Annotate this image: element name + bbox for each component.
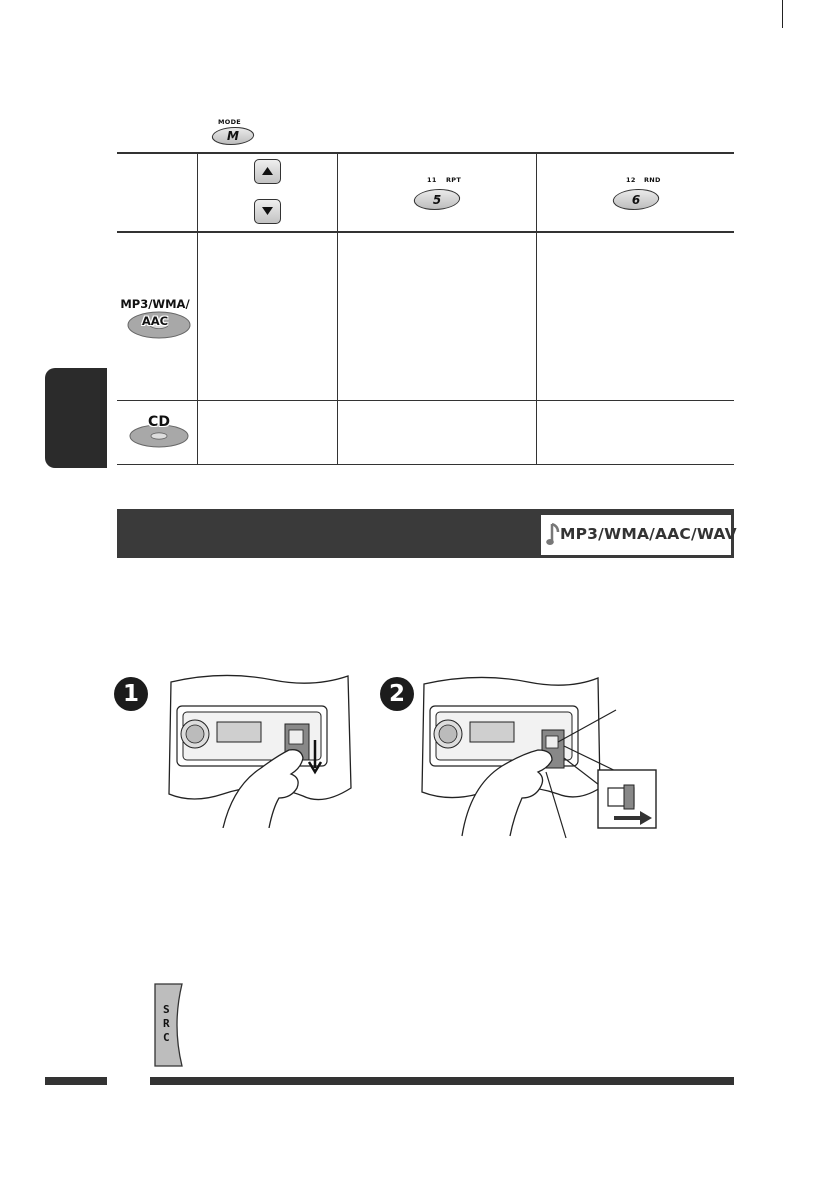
table-row-rule (117, 400, 734, 401)
step-2-number: 2 (388, 681, 405, 707)
mode-key-caption: MODE (218, 118, 242, 126)
step-1-number: 1 (122, 681, 139, 707)
table-col-divider (536, 153, 537, 464)
footer-bar-left (45, 1077, 107, 1085)
cd-disc-label: CD (148, 414, 170, 430)
key-6-label: 6 (631, 192, 641, 207)
key-5-label: 5 (432, 192, 442, 207)
footer-bar-right (150, 1077, 734, 1085)
table-header-rule (117, 231, 734, 233)
rpt-key-function-caption: RPT (446, 176, 462, 184)
rpt-key-number-caption: 11 (427, 176, 437, 184)
step-2-icon (380, 677, 414, 711)
rnd-key-function-caption: RND (644, 176, 661, 184)
src-key-letter: R (163, 1017, 170, 1030)
src-key-letters (163, 1003, 170, 1045)
key-6-icon (610, 189, 661, 210)
mode-key-label: M (227, 129, 239, 143)
src-key-letter: C (163, 1031, 170, 1044)
key-5-icon (411, 189, 462, 210)
mp3-wma-aac-disc-label-line2: AAC (141, 314, 169, 328)
src-key-letter: S (163, 1003, 170, 1016)
mode-key-icon (210, 127, 256, 145)
up-key-icon (254, 159, 281, 184)
table-top-rule (117, 152, 734, 154)
illustration-insert-usb-device (418, 668, 678, 853)
illustration-open-usb-cover (163, 668, 363, 828)
step-1-icon (114, 677, 148, 711)
down-key-icon (254, 199, 281, 224)
table-col-divider (337, 153, 338, 464)
table-bottom-rule (117, 464, 734, 465)
language-side-tab (45, 368, 107, 468)
crop-mark (782, 0, 783, 28)
format-badge (541, 515, 737, 555)
mp3-wma-aac-disc-label-line1: MP3/WMA/ (120, 297, 190, 311)
rnd-key-number-caption: 12 (626, 176, 636, 184)
music-note-icon (546, 522, 560, 548)
format-badge-text: MP3/WMA/AAC/WAV (560, 525, 737, 543)
